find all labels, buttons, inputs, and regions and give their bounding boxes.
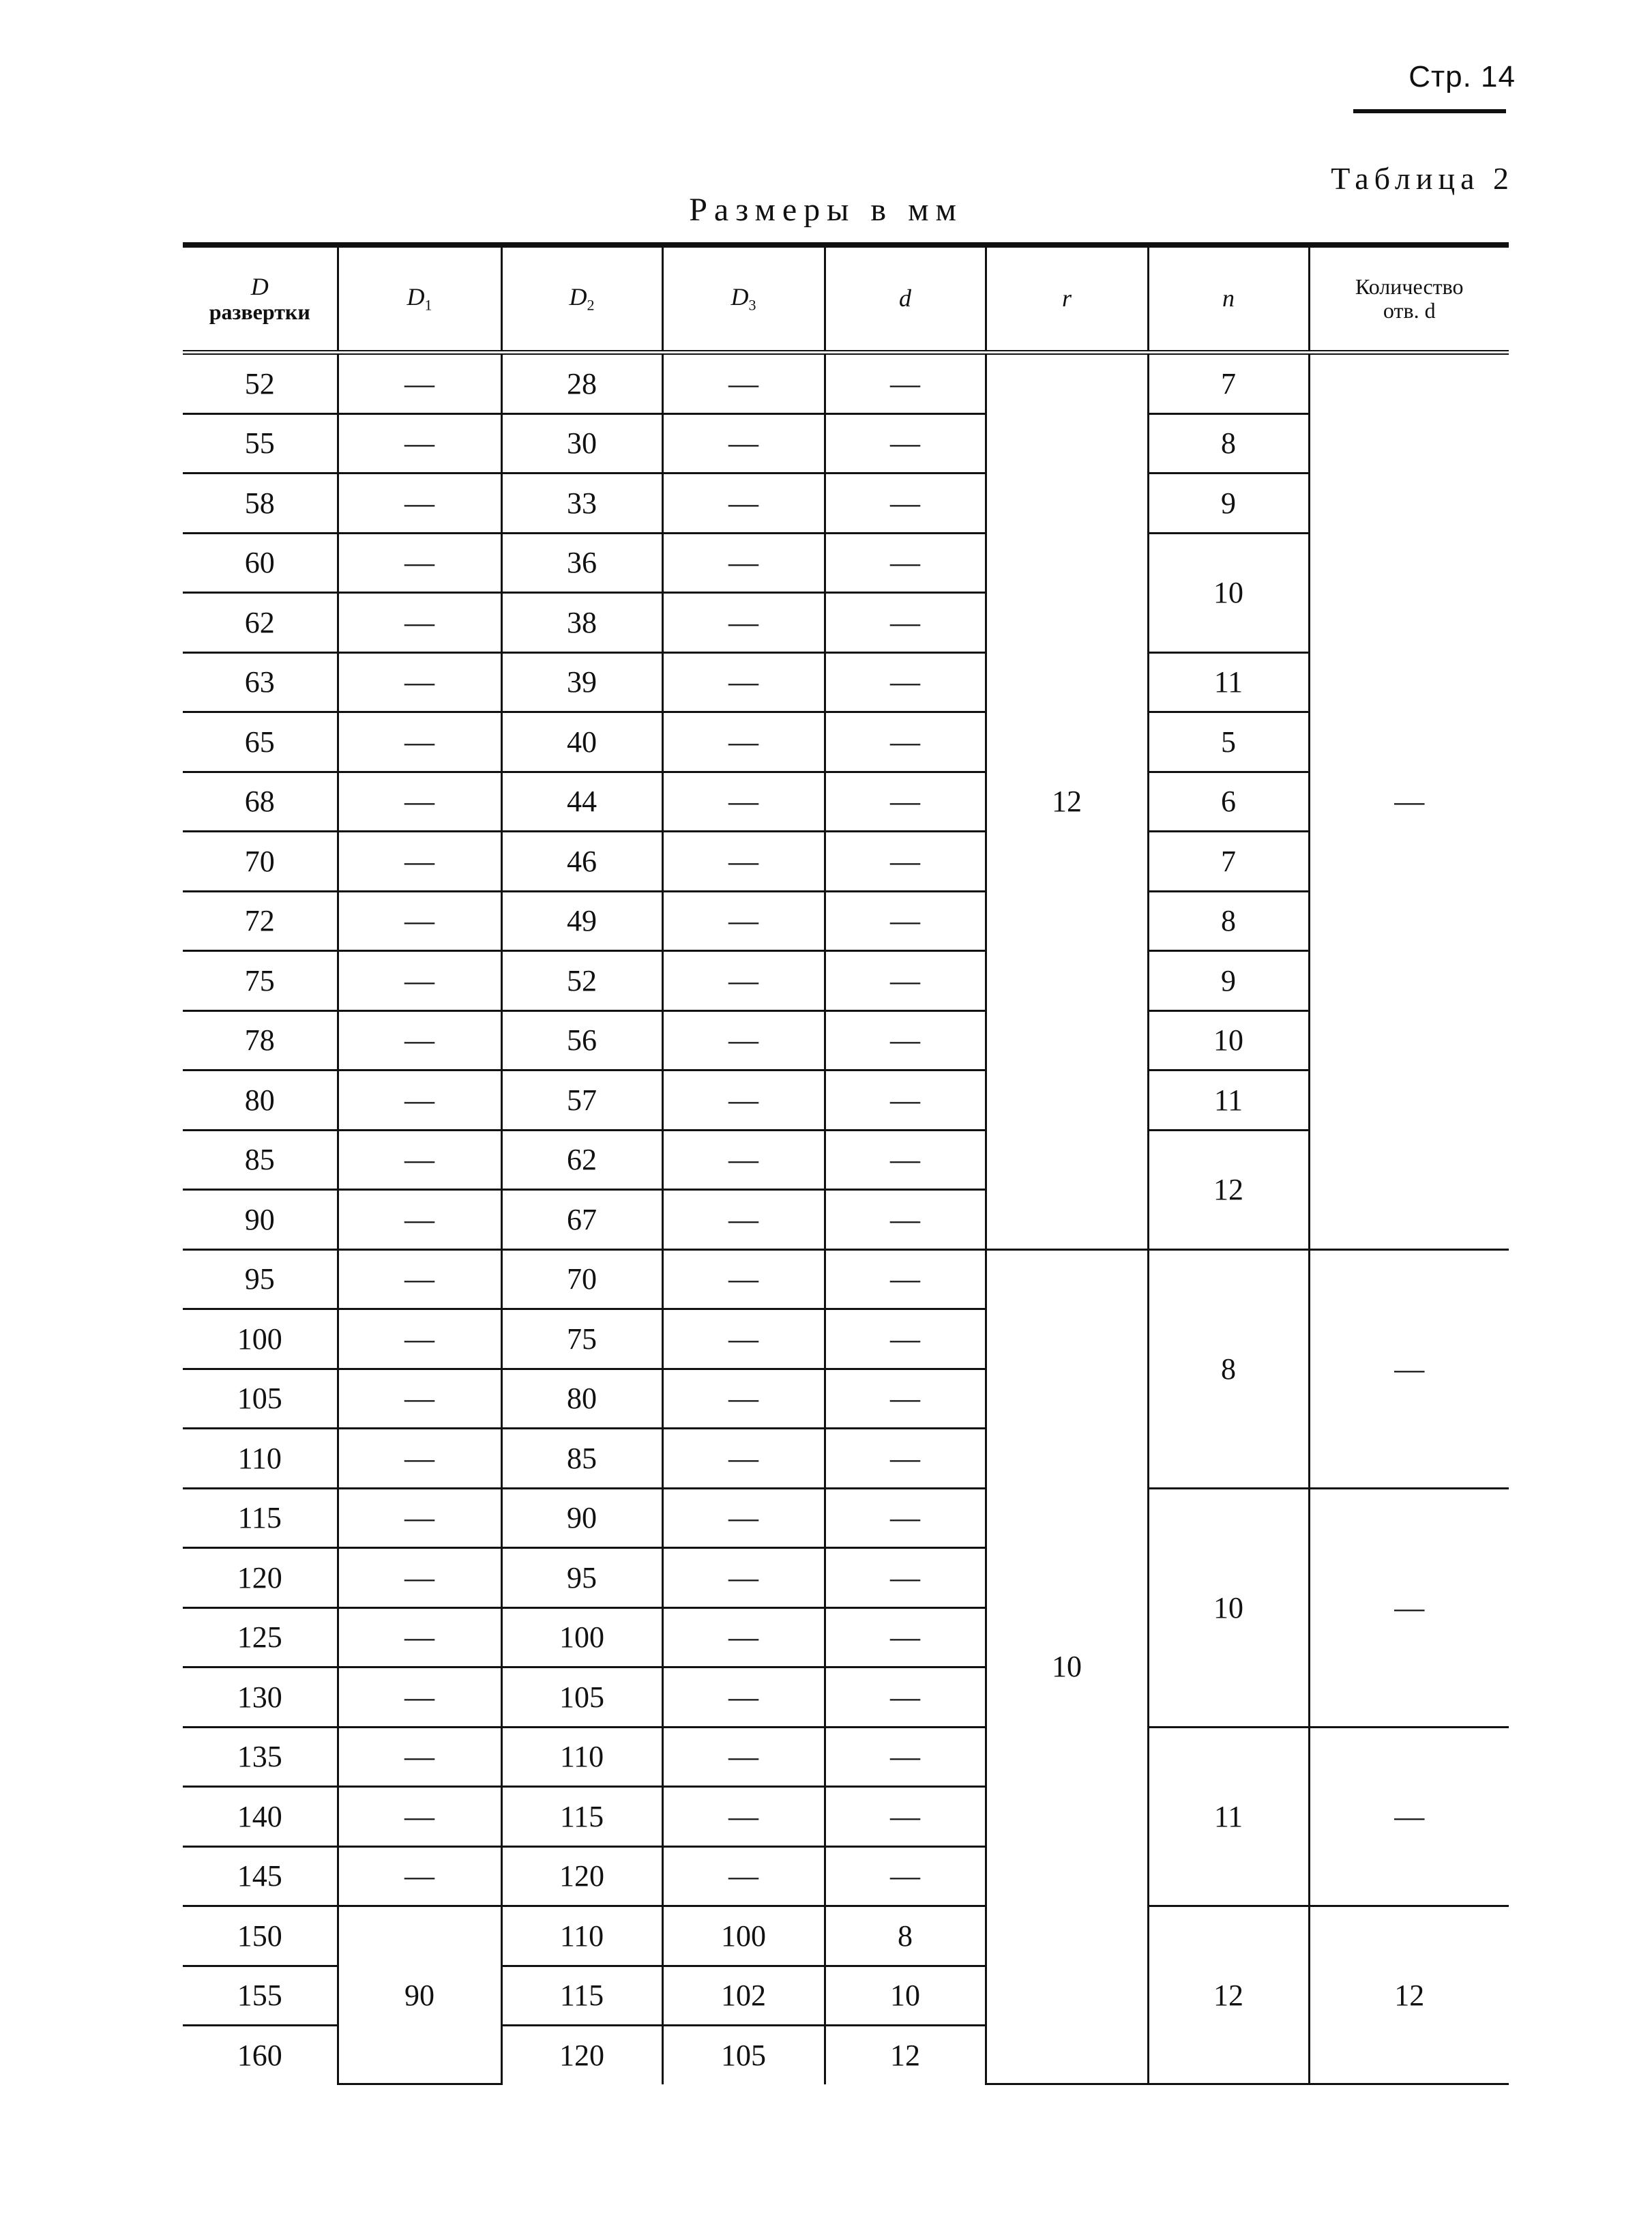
cell-d: 60	[183, 533, 338, 593]
cell-d: 95	[183, 1249, 338, 1309]
cell-n: 12	[1148, 1130, 1309, 1249]
cell-d3: —	[662, 413, 825, 474]
cell-small-d: 12	[825, 2026, 986, 2084]
cell-d1: —	[338, 1369, 501, 1429]
cell-small-d: —	[825, 1190, 986, 1250]
cell-small-d: —	[825, 1130, 986, 1190]
header-r-symbol: r	[1061, 285, 1072, 312]
cell-d1: —	[338, 1488, 501, 1548]
cell-d1: —	[338, 652, 501, 712]
cell-small-d: —	[825, 353, 986, 414]
cell-small-d: —	[825, 1667, 986, 1728]
header-d-reamer-text: развертки	[209, 300, 310, 325]
cell-d: 52	[183, 353, 338, 414]
cell-small-d: —	[825, 1249, 986, 1309]
cell-d2: 44	[501, 772, 662, 832]
cell-d2: 120	[501, 2026, 662, 2084]
cell-small-d: —	[825, 1309, 986, 1369]
cell-small-d: —	[825, 891, 986, 951]
cell-d1: —	[338, 1429, 501, 1489]
cell-d2: 57	[501, 1070, 662, 1131]
cell-count-group-5: 12	[1309, 1906, 1509, 2084]
header-hole-count-text: Количество	[1355, 274, 1464, 299]
cell-d2: 38	[501, 593, 662, 653]
cell-d: 85	[183, 1130, 338, 1190]
cell-d1: —	[338, 533, 501, 593]
cell-n: 12	[1148, 1906, 1309, 2084]
cell-d: 70	[183, 832, 338, 892]
cell-d1: —	[338, 772, 501, 832]
cell-d3: —	[662, 1190, 825, 1250]
cell-d2: 46	[501, 832, 662, 892]
cell-small-d: —	[825, 533, 986, 593]
cell-small-d: —	[825, 951, 986, 1011]
cell-d: 75	[183, 951, 338, 1011]
cell-d2: 67	[501, 1190, 662, 1250]
cell-r-group-1: 12	[986, 353, 1148, 1250]
cell-d3: 102	[662, 1966, 825, 2026]
table-row	[183, 1488, 1509, 1548]
cell-d: 155	[183, 1966, 338, 2026]
cell-small-d: —	[825, 1429, 986, 1489]
cell-d: 90	[183, 1190, 338, 1250]
cell-d3: —	[662, 1429, 825, 1489]
cell-small-d: —	[825, 1787, 986, 1847]
cell-d3: —	[662, 772, 825, 832]
cell-d: 115	[183, 1488, 338, 1548]
cell-d2: 52	[501, 951, 662, 1011]
cell-small-d: —	[825, 1846, 986, 1906]
cell-n: 6	[1148, 772, 1309, 832]
cell-d: 62	[183, 593, 338, 653]
cell-d1: —	[338, 1607, 501, 1667]
cell-d3: —	[662, 474, 825, 534]
cell-n: 11	[1148, 652, 1309, 712]
cell-n: 7	[1148, 353, 1309, 414]
cell-d1: —	[338, 353, 501, 414]
cell-d3: —	[662, 1667, 825, 1728]
table-row	[183, 353, 1509, 414]
cell-d: 110	[183, 1429, 338, 1489]
cell-n: 11	[1148, 1727, 1309, 1906]
cell-d3: —	[662, 533, 825, 593]
header-d1	[338, 245, 501, 353]
cell-small-d: 8	[825, 1906, 986, 1966]
cell-count-group-4: —	[1309, 1727, 1509, 1906]
cell-d2: 36	[501, 533, 662, 593]
cell-d2: 49	[501, 891, 662, 951]
cell-d: 125	[183, 1607, 338, 1667]
cell-d2: 110	[501, 1906, 662, 1966]
cell-d: 120	[183, 1548, 338, 1608]
header-d-reamer-symbol: D	[250, 272, 269, 300]
cell-d3: —	[662, 712, 825, 772]
cell-d1: —	[338, 832, 501, 892]
units-caption: Размеры в мм	[689, 192, 963, 228]
header-d2-subscript: 2	[587, 296, 595, 314]
cell-small-d: —	[825, 832, 986, 892]
table-label: Таблица 2	[1331, 161, 1514, 196]
cell-d1: —	[338, 1727, 501, 1787]
cell-d2: 75	[501, 1309, 662, 1369]
cell-d1: —	[338, 1190, 501, 1250]
cell-small-d: —	[825, 593, 986, 653]
cell-d1: —	[338, 1846, 501, 1906]
cell-d: 80	[183, 1070, 338, 1131]
cell-d: 140	[183, 1787, 338, 1847]
table-header-row	[183, 245, 1509, 353]
header-hole-count-sub: отв. d	[1383, 298, 1436, 323]
cell-d2: 90	[501, 1488, 662, 1548]
header-d2-symbol: D	[569, 283, 587, 311]
cell-d3: —	[662, 1130, 825, 1190]
header-d3	[662, 245, 825, 353]
cell-d: 160	[237, 2038, 282, 2072]
cell-count-group-2: —	[1309, 1249, 1509, 1488]
header-d3-symbol: D	[731, 283, 749, 311]
cell-d3: —	[662, 1070, 825, 1131]
cell-d2: 85	[501, 1429, 662, 1489]
header-d1-symbol: D	[407, 283, 425, 311]
cell-d: 63	[183, 652, 338, 712]
cell-d3: —	[662, 1787, 825, 1847]
cell-small-d: —	[825, 413, 986, 474]
cell-d2: 39	[501, 652, 662, 712]
cell-d1: —	[338, 1787, 501, 1847]
cell-d3: —	[662, 652, 825, 712]
cell-d2: 70	[501, 1249, 662, 1309]
cell-d2: 115	[501, 1787, 662, 1847]
cell-n: 8	[1148, 891, 1309, 951]
page-number-rule	[1353, 109, 1506, 113]
header-d-reamer	[183, 245, 338, 353]
cell-d3: —	[662, 1846, 825, 1906]
cell-d1: —	[338, 1309, 501, 1369]
cell-d1: —	[338, 712, 501, 772]
cell-d: 135	[183, 1727, 338, 1787]
table-row	[183, 1727, 1509, 1787]
cell-d2: 40	[501, 712, 662, 772]
cell-d2: 105	[501, 1667, 662, 1728]
cell-d3: —	[662, 1607, 825, 1667]
cell-d1: —	[338, 951, 501, 1011]
cell-small-d: —	[825, 1369, 986, 1429]
cell-small-d: —	[825, 1607, 986, 1667]
dimensions-table	[183, 242, 1509, 2085]
cell-d3: —	[662, 1727, 825, 1787]
cell-d3: —	[662, 891, 825, 951]
cell-small-d: —	[825, 474, 986, 534]
cell-small-d: 10	[825, 1966, 986, 2026]
cell-count-group-3: —	[1309, 1488, 1509, 1727]
header-d1-subscript: 1	[424, 296, 432, 314]
table-row	[183, 1906, 1509, 1966]
header-n-symbol: n	[1222, 285, 1235, 312]
cell-d: 78	[183, 1010, 338, 1070]
cell-d: 65	[183, 712, 338, 772]
cell-small-d: —	[825, 772, 986, 832]
cell-d2: 30	[501, 413, 662, 474]
cell-small-d: —	[825, 712, 986, 772]
cell-n: 10	[1148, 1488, 1309, 1727]
cell-d3: —	[662, 951, 825, 1011]
cell-d2: 115	[501, 1966, 662, 2026]
cell-d: 68	[183, 772, 338, 832]
cell-small-d: —	[825, 1010, 986, 1070]
header-d3-subscript: 3	[748, 296, 756, 314]
cell-n: 8	[1148, 413, 1309, 474]
cell-d1: —	[338, 1010, 501, 1070]
cell-d2: 33	[501, 474, 662, 534]
table-container	[183, 242, 1509, 2085]
table-row	[183, 1249, 1509, 1309]
cell-r-group-2: 10	[986, 1249, 1148, 2084]
cell-d1: —	[338, 1070, 501, 1131]
header-hole-count	[1309, 245, 1509, 353]
cell-d1: —	[338, 891, 501, 951]
cell-d1: —	[338, 1548, 501, 1608]
cell-n: 5	[1148, 712, 1309, 772]
cell-d3: —	[662, 593, 825, 653]
cell-small-d: —	[825, 1488, 986, 1548]
cell-d2: 95	[501, 1548, 662, 1608]
cell-d: 130	[183, 1667, 338, 1728]
cell-d: 145	[183, 1846, 338, 1906]
cell-n: 10	[1148, 533, 1309, 652]
cell-d2: 62	[501, 1130, 662, 1190]
page-number: Стр. 14	[1408, 60, 1516, 93]
cell-d: 100	[183, 1309, 338, 1369]
cell-d3: —	[662, 1369, 825, 1429]
cell-n: 10	[1148, 1010, 1309, 1070]
cell-d: 55	[183, 413, 338, 474]
cell-d1: —	[338, 474, 501, 534]
cell-d1-merged: 90	[338, 1906, 501, 2084]
cell-d1: —	[338, 1249, 501, 1309]
cell-d3: —	[662, 1488, 825, 1548]
cell-d1: —	[338, 1667, 501, 1728]
cell-d3: —	[662, 1548, 825, 1608]
cell-d2: 56	[501, 1010, 662, 1070]
cell-d: 58	[183, 474, 338, 534]
cell-d: 105	[183, 1369, 338, 1429]
cell-d1: —	[338, 413, 501, 474]
cell-d2: 110	[501, 1727, 662, 1787]
cell-d3: —	[662, 353, 825, 414]
cell-d3: —	[662, 1249, 825, 1309]
cell-n: 9	[1148, 474, 1309, 534]
cell-small-d: —	[825, 1548, 986, 1608]
header-small-d	[825, 245, 986, 353]
cell-small-d: —	[825, 652, 986, 712]
cell-n: 11	[1148, 1070, 1309, 1131]
cell-n: 8	[1148, 1249, 1309, 1488]
cell-count-group-1: —	[1309, 353, 1509, 1250]
cell-n: 7	[1148, 832, 1309, 892]
cell-d3: —	[662, 1010, 825, 1070]
cell-d3: 105	[662, 2026, 825, 2084]
cell-d3: —	[662, 1309, 825, 1369]
cell-d1: —	[338, 593, 501, 653]
cell-n: 9	[1148, 951, 1309, 1011]
cell-d: 72	[183, 891, 338, 951]
cell-d2: 80	[501, 1369, 662, 1429]
cell-d3: 100	[662, 1906, 825, 1966]
header-r	[986, 245, 1148, 353]
cell-d1: —	[338, 1130, 501, 1190]
cell-d3: —	[662, 832, 825, 892]
header-small-d-symbol: d	[899, 285, 911, 312]
cell-d2: 28	[501, 353, 662, 414]
cell-d2: 100	[501, 1607, 662, 1667]
header-d2	[501, 245, 662, 353]
cell-small-d: —	[825, 1727, 986, 1787]
cell-d2: 120	[501, 1846, 662, 1906]
header-n	[1148, 245, 1309, 353]
cell-d: 150	[183, 1906, 338, 1966]
cell-small-d: —	[825, 1070, 986, 1131]
